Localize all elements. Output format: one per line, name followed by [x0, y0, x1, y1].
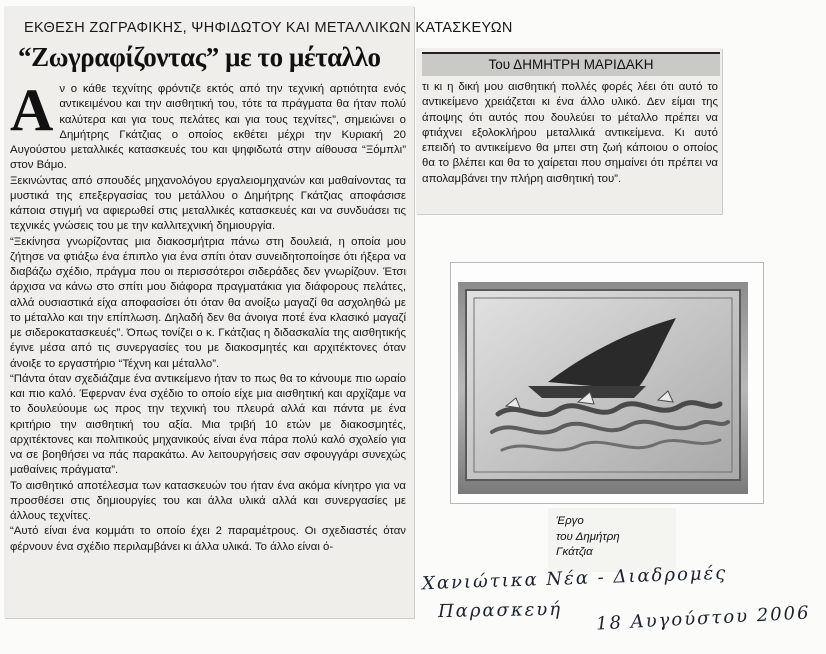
article-paragraph	[10, 82, 406, 174]
caption-line: Έργο	[556, 515, 584, 527]
handwritten-source: Χανιώτικα Νέα - Διαδρομές	[421, 562, 728, 595]
article-body	[10, 82, 406, 616]
article-paragraph: “Πάντα όταν σχεδιάζαμε ένα αντικείμενο ήταν το πως θα το κάνουμε πιο ωραίο και πιο καλό. Έφερναν ένα σχέδιο το οποίο είχε μια αισθητική και αρχίζαμε να το δουλεύουμε ως προς την τεχνική του πλευρά αλλά και πάντα με ένα κριτήριο την αισθητική του αξία. Μια τριβή 10 ετών με διακοσμητές, αρχιτέκτονες και πολιτικούς μηχανικούς είναι ένα πάρα πολύ καλό σχολείο για να σε βοηθήσει να πάς παρακάτω. Αν λειτουργήσεις σαν σφουγγάρι συνεχώς μαθαίνεις πράγματα”.	[10, 372, 406, 477]
article-headline: “Ζωγραφίζοντας” με το μέταλλο	[18, 42, 381, 72]
article-paragraph: τι κι η δική μου αισθητική πολλές φορές λέει ότι αυτό το αντικείμενο χρειάζεται κι ένα άλλο υλικό. Δεν είμαι της άποψης ότι αυτός που δουλεύει το μέταλλο πρέπει να φτιάχνει εξολοκλήρου μεταλλικά αντικείμενα. Κι αυτό επειδή το αντικείμενο θα μπει στη ζωή κάποιου ο οποίος θα το βλέπει και θα το χαίρεται που σημαίνει ότι πρέπει να απολαμβάνει την πλήρη αισθητική του”.	[422, 81, 718, 185]
caption-line: του Δημήτρη	[556, 530, 620, 543]
article-paragraph: Ξεκινώντας από σπουδές μηχανολόγου εργαλειομηχανών και μαθαίνοντας τα μυστικά της επεξεργασίας του μετάλλου ο Δημήτρης Γκάτζιας αποφάσισε κάποια στιγμή να αφιερωθεί στις μεταλλικές κατασκευές και να συνδυάσει τις τεχνικές γνώσεις του με την καλλιτεχνική δημιουργία.	[10, 174, 406, 233]
handwritten-date: 18 Αυγούστου 2006	[595, 602, 812, 635]
caption-line: Γκάτζια	[556, 546, 593, 558]
drop-cap: Α	[10, 82, 54, 143]
article-paragraph: “Ξεκίνησα γνωρίζοντας μια διακοσμήτρια πάνω στη δουλειά, η οποία μου ζήτησε να φτιάξω ένα έπιπλο για ένα σπίτι όταν συνειδητοποίησε ότι ήξερα να διαβάζω σχέδιο, πράγμα που οι περισσότεροι σιδεράδες δεν γνωρίζουν. Έτσι άρχισα να κάνω στο σπίτι μου διάφορα πραγματάκια για διάφορους πελάτες, αλλά ουσιαστικά είχα αποφασίσει ότι όταν θα ανοίξω μαγαζί θα ασχοληθώ με το μέταλλο και την επίπλωση. Δηλαδή δεν θα άνοιγα ποτέ ένα κλασικό μαγαζί με σιδεροκατασκευές”. Όπως τονίζει ο κ. Γκάτζιας η διδασκαλία της αισθητικής έγινε μέσα από τις συνεργασίες του με διακοσμητές και αρχιτέκτονες όταν άνοιξε το εργαστήριο “Τέχνη και μέταλλο”.	[10, 235, 406, 370]
article-kicker: ΕΚΘΕΣΗ ΖΩΓΡΑΦΙΚΗΣ, ΨΗΦΙΔΩΤΟΥ ΚΑΙ ΜΕΤΑΛΛΙΚΩΝ ΚΑΤΑΣΚΕΥΩΝ	[24, 20, 513, 36]
artwork-photo	[458, 282, 748, 494]
paragraph-text: ν ο κάθε τεχνίτης φρόντιζε εκτός από την τεχνική αρτιότητα ενός αντικειμένου και την αισθητική του, τότε τα πράγματα θα ήταν πολύ καλύτερα και για τους πελάτες και για τους τεχνίτες”, σημειώνει ο Δημήτρης Γκάτζιας ο οποίος εκθέτει μέχρι την Κυριακή 20 Αυγούστου μεταλλικές κατασκευές του και ψηφιδωτά στην αίθουσα “Ξόμπλι” στον Βάμο.	[10, 83, 406, 172]
article-continuation	[422, 80, 718, 210]
article-paragraph: “Αυτό είναι ένα κομμάτι το οποίο έχει 2 παραμέτρους. Οι σχεδιαστές όταν φέρνουν ένα σχέδιο περιλαμβάνει κι άλλα υλικά. Το άλλο είναι ό-	[10, 525, 406, 553]
article-paragraph: Το αισθητικό αποτέλεσμα των κατασκευών του ήταν ένα ακόμα κίνητρο για να προσθέσει στις δημιουργίες του και άλλα υλικά αλλά και συνεργασίες με άλλους τεχνίτες.	[10, 479, 406, 522]
photo-caption	[556, 514, 672, 561]
article-byline: Του ΔΗΜΗΤΡΗ ΜΑΡΙΔΑΚΗ	[422, 52, 720, 76]
handwritten-day: Παρασκευή	[437, 598, 563, 623]
